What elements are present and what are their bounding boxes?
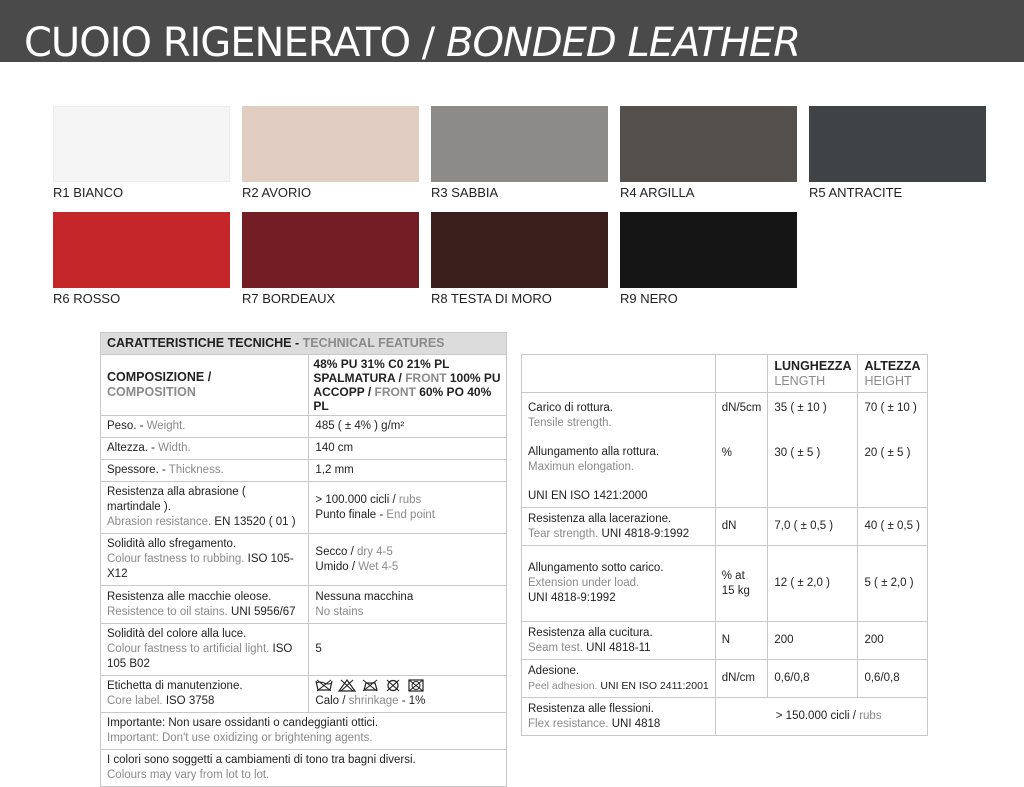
allungamento-length: 30 ( ± 5 ) (774, 447, 821, 459)
no-tumble-dry-icon (407, 679, 425, 692)
table-row (101, 534, 507, 586)
carico-height: 5 ( ± 2,0 ) (858, 546, 928, 622)
shrinkage-a: Calo / (315, 695, 349, 707)
cucitura-unit: N (715, 622, 768, 660)
sfregamento-label: Solidità allo sfregamento. (107, 538, 237, 550)
table-row (101, 586, 507, 624)
title-main: CUOIO RIGENERATO / (24, 20, 446, 66)
table-row (522, 660, 928, 698)
flessioni-label-en: Flex resistance. (528, 717, 609, 730)
table-row (101, 438, 507, 460)
swatch-label: R4 ARGILLA (620, 185, 695, 200)
sfregamento-wet-a: Umido / (315, 560, 359, 573)
color-swatch (809, 106, 986, 182)
technical-features-table (100, 332, 507, 787)
peso-value: 485 ( ± 4% ) g/m² (309, 416, 507, 438)
composition-line2-b: FRONT (405, 371, 447, 385)
table-header (101, 333, 507, 355)
table-row (101, 482, 507, 534)
table-row (522, 508, 928, 546)
table-row (522, 622, 928, 660)
color-swatch (242, 212, 419, 288)
carico-norm: UNI 4818-9:1992 (528, 592, 616, 604)
color-swatch (53, 212, 230, 288)
macchie-label-en: Resistence to oil stains. (107, 605, 228, 618)
table-row (101, 624, 507, 676)
cucitura-height: 200 (858, 622, 928, 660)
carico-length: 12 ( ± 2,0 ) (768, 546, 858, 622)
norm-1421: UNI EN ISO 1421:2000 (528, 490, 648, 502)
header-it: CARATTERISTICHE TECNICHE - (107, 336, 303, 350)
altezza-label-en: Width. (158, 442, 191, 454)
cucitura-label-en: Seam test. (528, 641, 583, 654)
colori-note: I colori sono soggetti a cambiamenti di tono tra bagni diversi. (107, 754, 416, 766)
spessore-label-en: Thickness. (168, 464, 224, 476)
luce-value: 5 (309, 624, 507, 676)
flessioni-label: Resistenza alle flessioni. (528, 702, 654, 715)
table-row (101, 416, 507, 438)
etichetta-norm: ISO 3758 (162, 695, 215, 707)
lacerazione-label: Resistenza alla lacerazione. (528, 512, 672, 525)
luce-label: Solidità del colore alla luce. (107, 628, 247, 640)
swatch-label: R5 ANTRACITE (809, 185, 903, 200)
etichetta-label: Etichetta di manutenzione. (107, 680, 243, 692)
composition-line3-c: 60% PO 40% PL (313, 385, 492, 413)
title-italic: BONDED LEATHER (446, 20, 801, 66)
table-header (522, 355, 928, 393)
header-en: TECHNICAL FEATURES (302, 336, 445, 350)
composition-line2-c: 100% PU (446, 371, 501, 385)
color-swatch (431, 212, 608, 288)
shrinkage-b: shrinkage (348, 695, 399, 707)
carico-unit-1: % at (721, 569, 745, 582)
composition-line1: 48% PU 31% C0 21% PL (313, 357, 450, 371)
color-swatch (620, 212, 797, 288)
allungamento-label-en: Maximun elongation. (528, 461, 635, 473)
sfregamento-dry-b: dry 4-5 (356, 545, 393, 558)
page-title (24, 12, 800, 74)
mechanical-properties-table (521, 354, 928, 736)
macchie-norm: UNI 5956/67 (227, 605, 296, 618)
allungamento-label: Allungamento alla rottura. (528, 446, 660, 458)
shrinkage-c: - 1% (398, 695, 426, 707)
adesione-unit: dN/cm (715, 660, 768, 698)
colori-note-en: Colours may vary from lot to lot. (107, 769, 270, 781)
composition-line2-a: SPALMATURA / (313, 371, 406, 385)
swatch-label: R2 AVORIO (242, 185, 312, 200)
swatch-label: R8 TESTA DI MORO (431, 291, 552, 306)
table-row (522, 698, 928, 736)
allungamento-height: 20 ( ± 5 ) (864, 447, 911, 459)
abrasione-value-a: > 100.000 cicli / (315, 493, 399, 506)
lacerazione-length: 7,0 ( ± 0,5 ) (768, 508, 858, 546)
rottura-length: 35 ( ± 10 ) (774, 402, 827, 414)
no-dry-clean-icon (384, 679, 402, 692)
sfregamento-norm: ISO 105-X12 (107, 553, 294, 580)
header-banner (0, 0, 1024, 66)
table-row (101, 713, 507, 750)
macchie-value-en: No stains (315, 605, 364, 618)
composition-line3-a: ACCOPP / (313, 385, 375, 399)
flessioni-value-b: rubs (859, 710, 882, 722)
flessioni-value-a: > 150.000 cicli / (775, 710, 860, 722)
col-height-en: HEIGHT (864, 373, 912, 388)
no-iron-icon (361, 679, 379, 692)
spessore-value: 1,2 mm (309, 460, 507, 482)
carico-unit-2: 15 kg (721, 584, 750, 597)
adesione-label: Adesione. (528, 664, 580, 677)
rottura-height: 70 ( ± 10 ) (864, 402, 917, 414)
adesione-length: 0,6/0,8 (768, 660, 858, 698)
macchie-value: Nessuna macchina (315, 590, 414, 603)
care-symbols (315, 679, 500, 692)
composition-line3-b: FRONT (374, 385, 416, 399)
cucitura-norm: UNI 4818-11 (582, 641, 651, 654)
rottura-label-en: Tensile strength. (528, 417, 612, 429)
adesione-label-en: Peel adhesion. (528, 679, 598, 692)
rottura-unit: dN/5cm (721, 402, 762, 414)
abrasione-endpoint-b: End point (386, 508, 435, 521)
importante-note-en: Important: Don't use oxidizing or brightening agents. (107, 732, 373, 744)
swatch-label: R9 NERO (620, 291, 678, 306)
sfregamento-label-en: Colour fastness to rubbing. (107, 553, 245, 565)
wash-icon (315, 679, 333, 692)
color-swatch (620, 106, 797, 182)
abrasione-label: Resistenza alla abrasione ( martindale ). (107, 486, 246, 513)
color-swatch (53, 106, 230, 182)
lacerazione-unit: dN (715, 508, 768, 546)
sfregamento-dry-a: Secco / (315, 545, 357, 558)
luce-norm: ISO 105 B02 (107, 643, 293, 670)
abrasione-endpoint-a: Punto finale - (315, 508, 387, 521)
table-row (522, 393, 928, 508)
adesione-norm: UNI EN ISO 2411:2001 (597, 679, 709, 692)
color-swatch (431, 106, 608, 182)
no-bleach-icon (338, 679, 356, 692)
color-swatch (242, 106, 419, 182)
swatch-label: R3 SABBIA (431, 185, 499, 200)
peso-label-en: Weight. (146, 420, 186, 432)
lacerazione-norm: UNI 4818-9:1992 (598, 527, 690, 540)
luce-label-en: Colour fastness to artificial light. (107, 643, 270, 655)
table-row (101, 355, 507, 416)
flessioni-norm: UNI 4818 (608, 717, 661, 730)
col-height-it: ALTEZZA (864, 358, 921, 373)
lacerazione-label-en: Tear strength. (528, 527, 599, 540)
cucitura-length: 200 (768, 622, 858, 660)
table-row (522, 546, 928, 622)
composition-label-en: COMPOSITION (107, 385, 196, 399)
sfregamento-wet-b: Wet 4-5 (358, 560, 399, 573)
altezza-label: Altezza. - (107, 442, 159, 454)
col-length-it: LUNGHEZZA (774, 358, 852, 373)
table-row (101, 460, 507, 482)
abrasione-label-en: Abrasion resistance. (107, 516, 212, 528)
altezza-value: 140 cm (309, 438, 507, 460)
abrasione-value-b: rubs (398, 493, 422, 506)
table-row (101, 676, 507, 713)
importante-note: Importante: Non usare ossidanti o candeggianti ottici. (107, 717, 379, 729)
spessore-label: Spessore. - (107, 464, 169, 476)
col-length-en: LENGTH (774, 373, 826, 388)
etichetta-label-en: Core label. (107, 695, 163, 707)
table-row (101, 750, 507, 787)
adesione-height: 0,6/0,8 (858, 660, 928, 698)
carico-label: Allungamento sotto carico. (528, 562, 664, 574)
cucitura-label: Resistenza alla cucitura. (528, 626, 653, 639)
peso-label: Peso. - (107, 420, 147, 432)
lacerazione-height: 40 ( ± 0,5 ) (858, 508, 928, 546)
swatch-label: R6 ROSSO (53, 291, 121, 306)
rottura-label: Carico di rottura. (528, 402, 614, 414)
carico-label-en: Extension under load. (528, 577, 640, 589)
swatch-label: R7 BORDEAUX (242, 291, 336, 306)
composition-label-it: COMPOSIZIONE / (107, 370, 212, 384)
swatch-label: R1 BIANCO (53, 185, 124, 200)
macchie-label: Resistenza alle macchie oleose. (107, 590, 272, 603)
allungamento-unit: % (721, 447, 732, 459)
abrasione-norm: EN 13520 ( 01 ) (211, 516, 296, 528)
